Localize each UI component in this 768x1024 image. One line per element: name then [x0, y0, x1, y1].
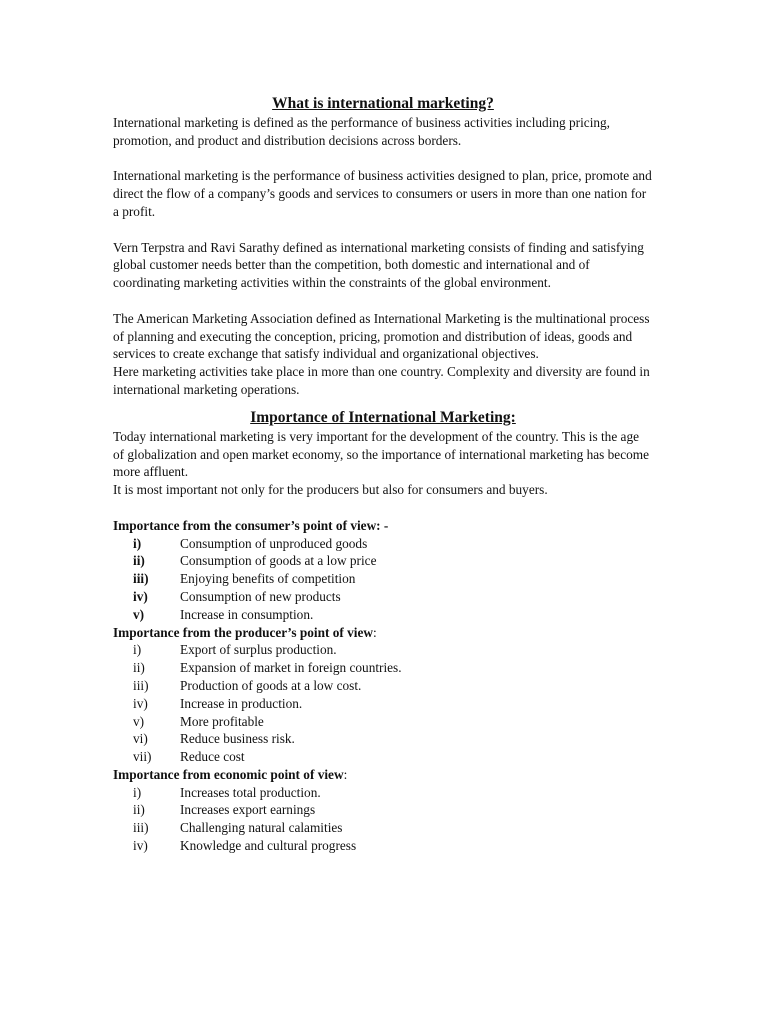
paragraph-ama-definition: The American Marketing Association defined as International Marketing is the multinational process of planning and executing the conception, pricing, promotion and distribution of ideas, goods and services to create exchange that satisfy individual and organizational objectives. [113, 310, 650, 362]
paragraph-producers-consumers: It is most important not only for the producers but also for consumers and buyers. [113, 482, 548, 498]
list-item-number: vi) [133, 731, 148, 747]
heading-what-is-international-marketing: What is international marketing? [272, 95, 494, 112]
list-item-text: Knowledge and cultural progress [180, 838, 357, 854]
list-item-number: i) [133, 642, 142, 658]
section-title-economic-text: Importance from economic point of view [113, 766, 344, 782]
list-item-text: Consumption of unproduced goods [180, 535, 368, 551]
heading-importance: Importance of International Marketing: [250, 408, 516, 426]
list-item-text: Enjoying benefits of competition [180, 571, 356, 587]
paragraph-definition-1: International marketing is defined as the performance of business activities including pricing, promotion, and product and distribution decisions across borders. [113, 115, 611, 148]
list-consumer-points [113, 535, 653, 624]
list-item-text: More profitable [180, 713, 264, 729]
list-item-number: v) [133, 606, 145, 622]
list-item-text: Reduce cost [180, 749, 245, 765]
list-producer-points [113, 641, 653, 766]
list-item-number: i) [133, 784, 142, 800]
list-item-text: Consumption of goods at a low price [180, 553, 377, 569]
list-item [113, 748, 653, 766]
list-item-text: Challenging natural calamities [180, 820, 343, 836]
list-item [113, 606, 653, 624]
list-item [113, 677, 653, 695]
list-item-number: ii) [133, 802, 145, 818]
list-item-text: Export of surplus production. [180, 642, 337, 658]
paragraph-importance-intro: Today international marketing is very important for the development of the country. This is the age of globalization and open market economy, so the importance of international marketing has become more affluent. [113, 428, 650, 480]
list-item-number: iii) [133, 820, 149, 836]
list-item [113, 570, 653, 588]
list-item [113, 552, 653, 570]
list-economic-points [113, 784, 653, 855]
list-item [113, 837, 653, 855]
list-item [113, 801, 653, 819]
paragraph-definition-2: International marketing is the performance of business activities designed to plan, price, promote and direct the flow of a company’s goods and services to consumers or users in more than one nation for a profit. [113, 168, 652, 219]
section-title-economic-colon: : [343, 766, 348, 782]
list-item [113, 713, 653, 731]
list-item [113, 535, 653, 553]
list-item-number: iv) [133, 838, 148, 854]
list-item-text: Increase in production. [180, 695, 303, 711]
list-item [113, 588, 653, 606]
list-item-text: Production of goods at a low cost. [180, 677, 362, 693]
paragraph-terpstra-sarathy: Vern Terpstra and Ravi Sarathy defined as international marketing consists of finding and satisfying global customer needs better than the competition, both domestic and international and of coordinating marketing activities within the constraints of the global environment. [113, 239, 644, 291]
list-item-text: Increases export earnings [180, 802, 316, 818]
list-item-number: vii) [133, 749, 152, 765]
list-item-number: ii) [133, 660, 145, 676]
list-item [113, 695, 653, 713]
list-item-number: iii) [133, 571, 149, 587]
list-item [113, 641, 653, 659]
list-item-number: iv) [133, 588, 148, 604]
list-item-text: Expansion of market in foreign countries. [180, 660, 402, 676]
list-item-number: v) [133, 713, 145, 729]
list-item [113, 819, 653, 837]
list-item-number: ii) [133, 553, 145, 569]
list-item [113, 784, 653, 802]
section-title-producer-colon: : [373, 624, 377, 640]
list-item-text: Increase in consumption. [180, 606, 314, 622]
list-item-number: iii) [133, 677, 149, 693]
paragraph-complexity: Here marketing activities take place in more than one country. Complexity and diversity are found in international marketing operations. [113, 364, 650, 397]
list-item-number: i) [133, 535, 142, 551]
list-item-text: Consumption of new products [180, 588, 341, 604]
section-title-economic [113, 766, 653, 784]
list-item [113, 659, 653, 677]
list-item-text: Reduce business risk. [180, 731, 295, 747]
list-item-text: Increases total production. [180, 784, 321, 800]
list-item-number: iv) [133, 695, 148, 711]
section-title-producer-text: Importance from the producer’s point of view [113, 624, 373, 640]
section-title-consumer: Importance from the consumer’s point of view: - [113, 517, 389, 533]
list-item [113, 730, 653, 748]
section-title-producer [113, 624, 653, 642]
document-page [113, 94, 653, 855]
